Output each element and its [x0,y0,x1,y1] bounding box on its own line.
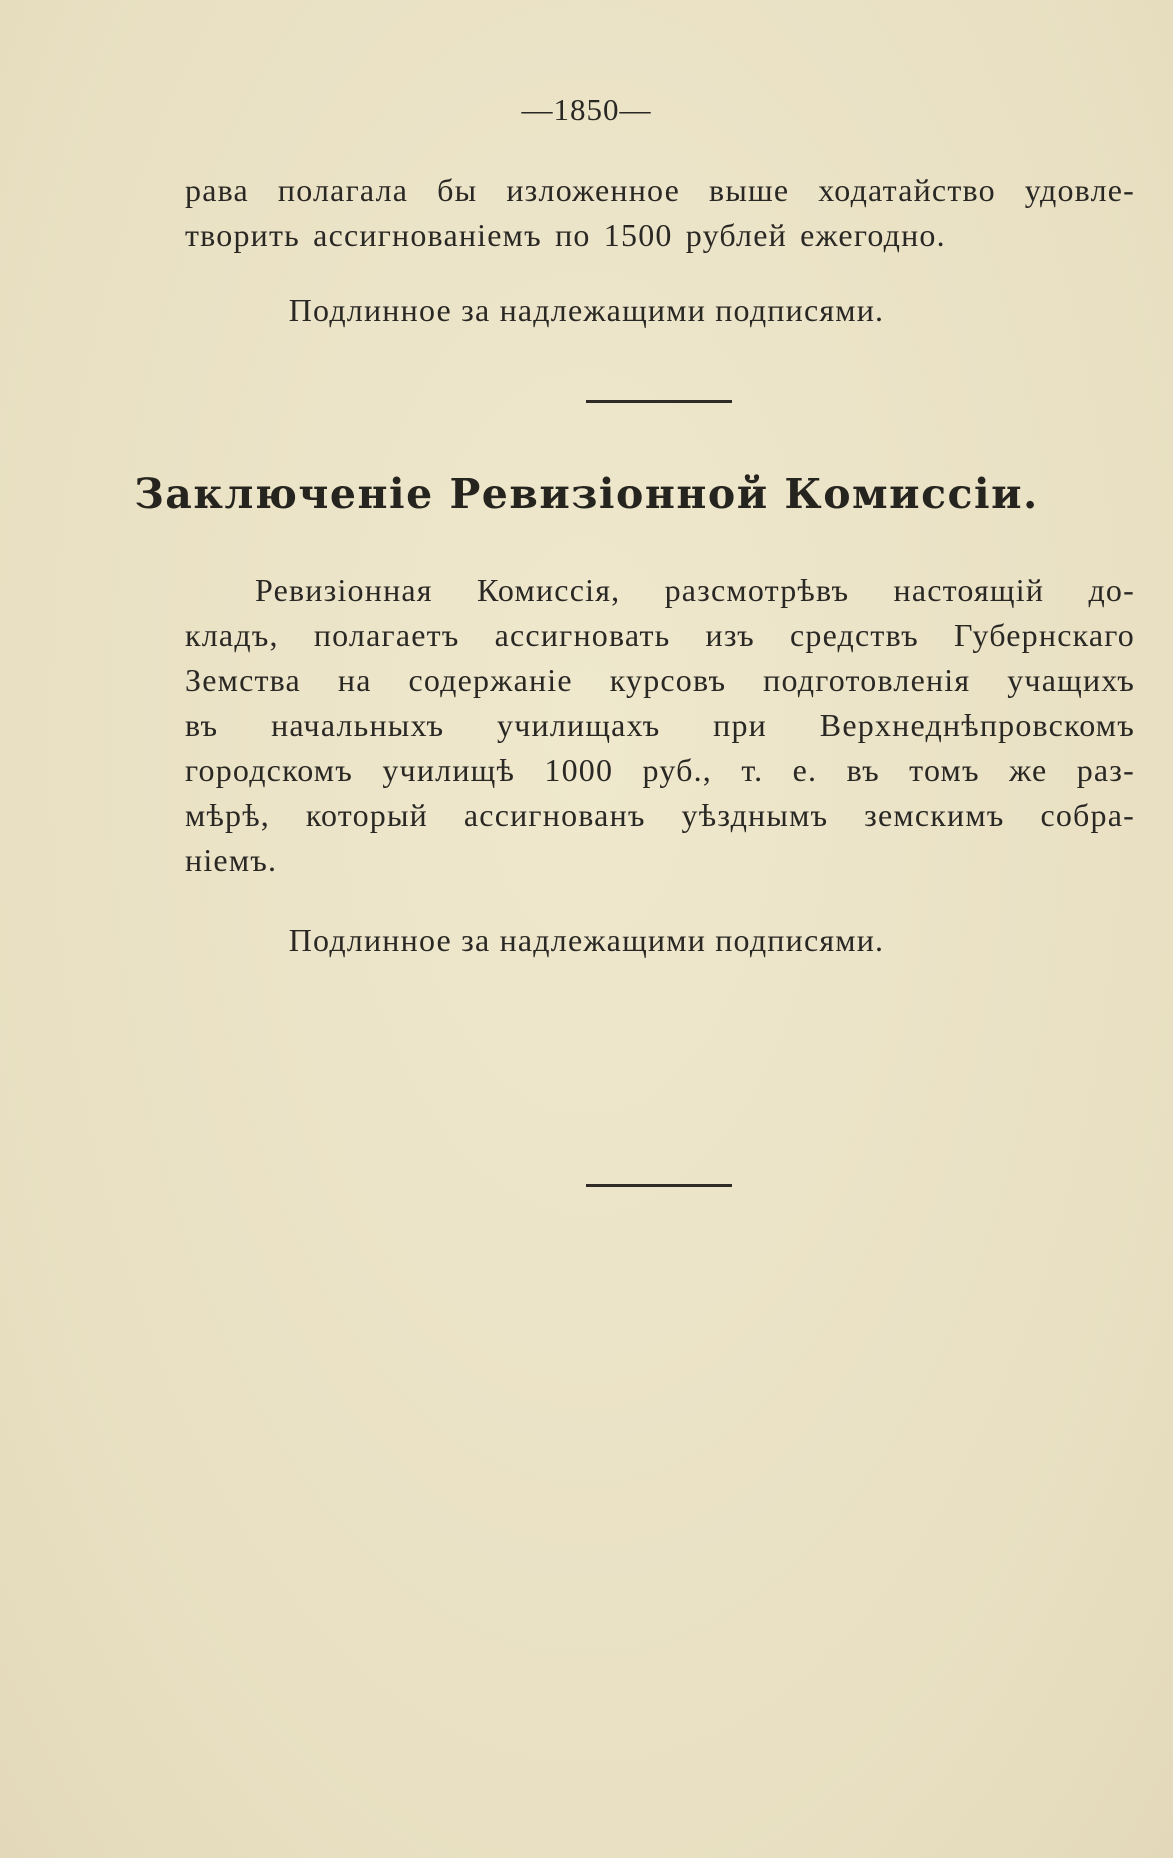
signature-line-1: Подлинное за надлежащими подписями. [288,292,885,328]
paragraph-line: кладъ, полагаетъ ассигновать изъ средствъ Губернскаго [185,617,1135,653]
paragraph-line: въ начальныхъ училищахъ при Верхнеднѣпровскомъ [185,707,1135,743]
paragraph-line: творить ассигнованіемъ по 1500 рублей ежегодно. [185,217,946,253]
paragraph-line: мѣрѣ, который ассигнованъ уѣзднымъ земскимъ собра- [185,797,1135,833]
paragraph-line: Ревизіонная Комиссія, разсмотрѣвъ настоящій до- [255,572,1135,608]
divider-rule-2 [586,1184,732,1187]
signature-line-2: Подлинное за надлежащими подписями. [288,922,885,958]
conclusion-paragraph [185,568,1135,883]
paragraph-line: ніемъ. [185,842,278,878]
section-heading: Заключеніе Ревизіонной Комиссіи. [134,470,1039,518]
paragraph-line: рава полагала бы изложенное выше ходатайство удовле- [185,172,1135,208]
paragraph-line: Земства на содержаніе курсовъ подготовленія учащихъ [185,662,1135,698]
paragraph-line: городскомъ училищѣ 1000 руб., т. е. въ томъ же раз- [185,752,1135,788]
divider-rule-1 [586,400,732,403]
page-number: —1850— [521,92,652,127]
top-paragraph [185,168,1135,258]
